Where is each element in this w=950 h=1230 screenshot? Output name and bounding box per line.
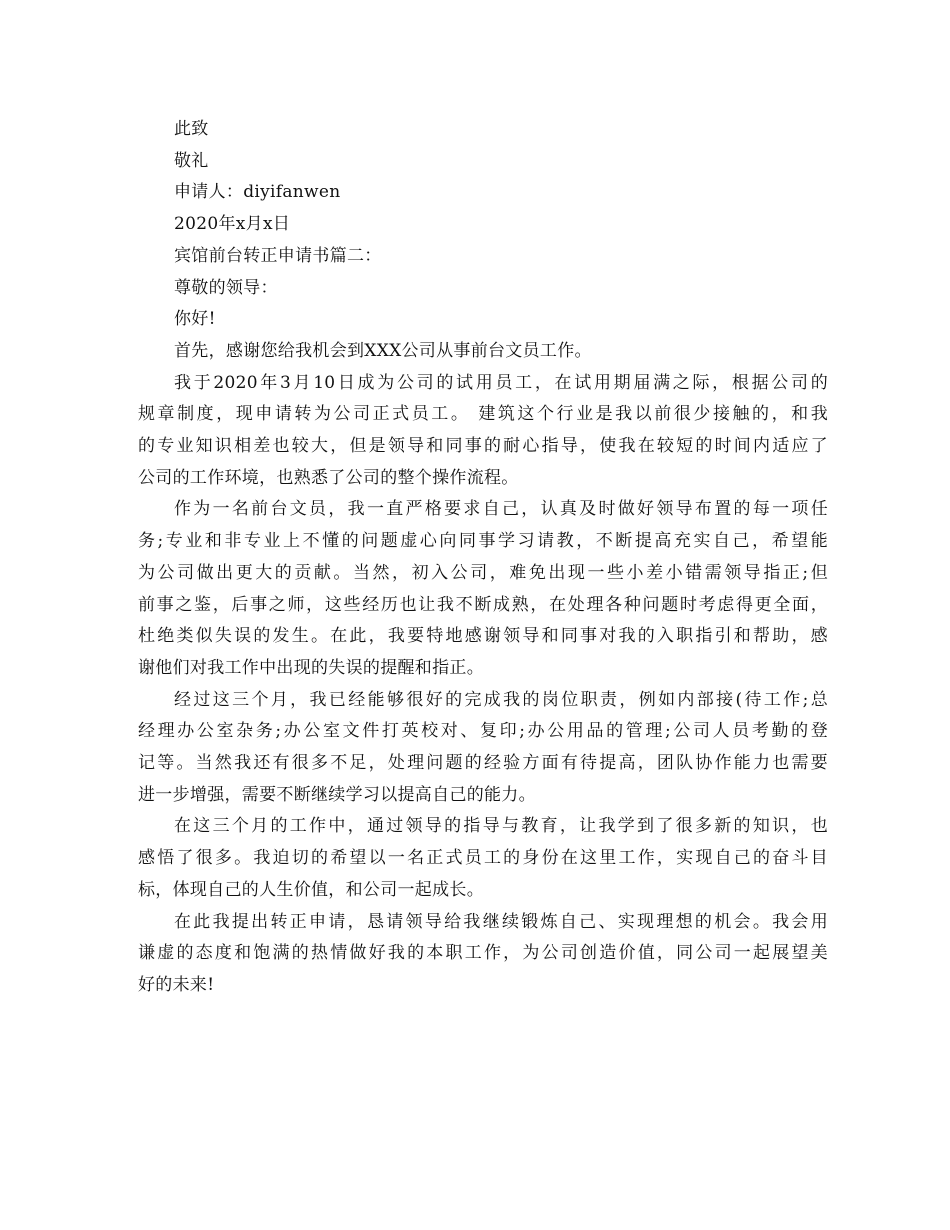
paragraph-line: 为公司做出更大的贡献。当然，初入公司，难免出现一些小差小错需领导指正;但 [138, 562, 828, 583]
paragraph-line: 务;专业和非专业上不懂的问题虚心向同事学习请教，不断提高充实自己，希望能 [138, 531, 828, 552]
paragraph-line: 在这三个月的工作中，通过领导的指导与教育，让我学到了很多新的知识，也 [174, 816, 828, 837]
paragraph-2 [138, 494, 828, 684]
paragraph-line: 我于2020年3月10日成为公司的试用员工，在试用期届满之际，根据公司的 [174, 372, 828, 393]
paragraph-line: 谢他们对我工作中出现的失误的提醒和指正。 [138, 657, 484, 678]
paragraph-line: 好的未来! [138, 974, 215, 995]
paragraph-line: 在此我提出转正申请，恳请领导给我继续锻炼自己、实现理想的机会。我会用 [174, 911, 828, 932]
paragraph-line: 感悟了很多。我迫切的希望以一名正式员工的身份在这里工作，实现自己的奋斗目 [138, 848, 828, 869]
closing-salute-2: 敬礼 [174, 150, 209, 171]
paragraph-line: 经理办公室杂务;办公室文件打英校对、复印;办公用品的管理;公司人员考勤的登 [138, 721, 828, 742]
date-line: 2020年x月x日 [174, 214, 291, 235]
paragraph-line: 的专业知识相差也较大，但是领导和同事的耐心指导，使我在较短的时间内适应了 [138, 436, 828, 457]
section-title: 宾馆前台转正申请书篇二： [174, 245, 382, 266]
paragraph-line: 标，体现自己的人生价值，和公司一起成长。 [138, 879, 484, 900]
document-page [138, 114, 828, 1002]
paragraph-line: 规章制度，现申请转为公司正式员工。 建筑这个行业是我以前很少接触的，和我 [138, 404, 828, 425]
intro-line: 首先，感谢您给我机会到XXX公司从事前台文员工作。 [174, 340, 592, 361]
paragraph-line: 进一步增强，需要不断继续学习以提高自己的能力。 [138, 784, 536, 805]
paragraph-1 [138, 368, 828, 495]
paragraph-line: 经过这三个月，我已经能够很好的完成我的岗位职责，例如内部接(待工作;总 [174, 689, 828, 710]
paragraph-line: 公司的工作环境，也熟悉了公司的整个操作流程。 [138, 467, 519, 488]
hello-line: 你好! [174, 309, 216, 330]
paragraph-line: 前事之鉴，后事之师，这些经历也让我不断成熟，在处理各种问题时考虑得更全面， [138, 594, 828, 615]
paragraph-line: 杜绝类似失误的发生。在此，我要特地感谢领导和同事对我的入职指引和帮助，感 [138, 626, 828, 647]
closing-salute-1: 此致 [174, 119, 209, 139]
paragraph-line: 作为一名前台文员，我一直严格要求自己，认真及时做好领导布置的每一项任 [174, 499, 828, 520]
paragraph-line: 谦虚的态度和饱满的热情做好我的本职工作，为公司创造价值，同公司一起展望美 [138, 943, 828, 964]
applicant-line: 申请人：diyifanwen [174, 182, 341, 203]
paragraph-line: 记等。当然我还有很多不足，处理问题的经验方面有待提高，团队协作能力也需要 [138, 753, 828, 774]
paragraph-3 [138, 685, 828, 812]
paragraph-4 [138, 811, 828, 906]
paragraph-5 [138, 907, 828, 1002]
greeting-line: 尊敬的领导： [174, 277, 278, 298]
